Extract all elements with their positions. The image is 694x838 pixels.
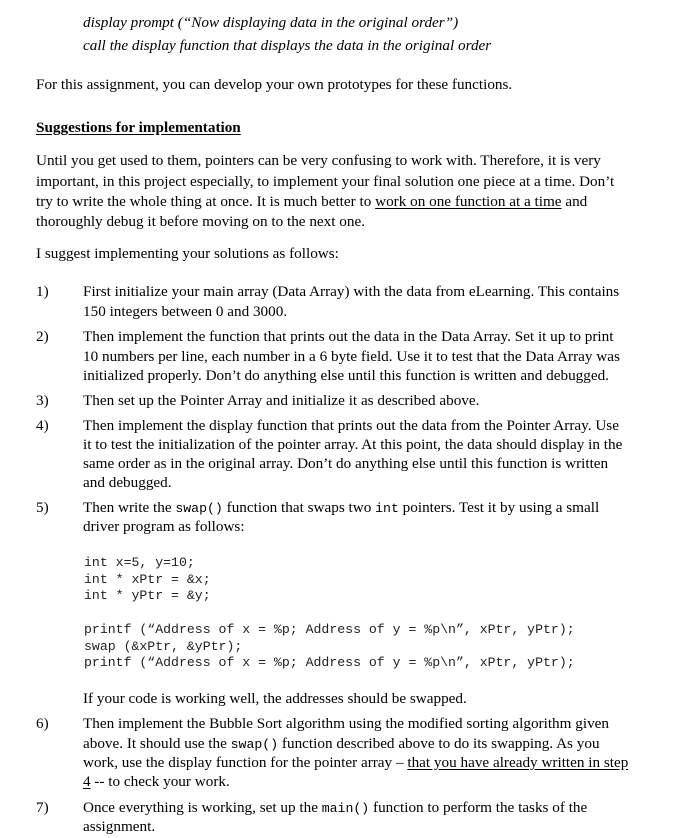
step-number: 6) [36, 715, 49, 732]
intro-line-2: call the display function that displays the data in the original order [83, 37, 492, 54]
inline-code: main() [321, 801, 370, 816]
code-line: printf (“Address of x = %p; Address of y = %p\n”, xPtr, yPtr); [84, 622, 575, 637]
step-line: Then implement the display function that prints out the data from the Pointer Array. Use [83, 417, 619, 434]
step-number: 4) [36, 417, 49, 434]
prototypes-note: For this assignment, you can develop your own prototypes for these functions. [36, 76, 513, 93]
text: try to write the whole thing at once. It is much better to [36, 193, 376, 210]
code-line: printf (“Address of x = %p; Address of y = %p\n”, xPtr, yPtr); [84, 655, 575, 670]
step-line [83, 735, 600, 753]
step-line: initialized properly. Don’t do anything else until this function is written and debugged. [83, 367, 609, 384]
step-line [83, 499, 599, 517]
step-line [83, 773, 230, 791]
paragraph-line: Until you get used to them, pointers can be very confusing to work with. Therefore, it is very [36, 152, 601, 169]
step-line: it to test the initialization of the pointer array. At this point, the data should display in the [83, 436, 623, 453]
text: function described above to do its swapping. As you [278, 735, 600, 752]
paragraph-line: important, in this project especially, to implement your final solution one piece at a time. Don’t [36, 173, 615, 190]
underlined-phrase: work on one function at a time [375, 193, 562, 210]
text: pointers. Test it by using a small [398, 499, 600, 516]
code-line: swap (&xPtr, &yPtr); [84, 639, 243, 654]
step-line: assignment. [83, 818, 156, 835]
step-line: First initialize your main array (Data Array) with the data from eLearning. This contains [83, 283, 620, 300]
step-line: 10 numbers per line, each number in a 6 byte field. Use it to test that the Data Array was [83, 348, 620, 365]
step-number: 1) [36, 283, 49, 300]
paragraph-line [36, 193, 587, 211]
text: and [561, 193, 588, 210]
inline-code: swap() [175, 501, 223, 516]
step-line: Then set up the Pointer Array and initialize it as described above. [83, 392, 480, 409]
text: above. It should use the [83, 735, 231, 752]
step-line: 150 integers between 0 and 3000. [83, 303, 288, 320]
text: Once everything is working, set up the [83, 799, 322, 816]
step-line [83, 799, 587, 817]
step-line: driver program as follows: [83, 518, 245, 535]
inline-code: swap() [230, 737, 279, 752]
text: function to perform the tasks of the [369, 799, 588, 816]
step-number: 5) [36, 499, 49, 516]
inline-code: int [375, 501, 399, 516]
underlined-phrase: 4 [83, 773, 91, 790]
code-line: int * xPtr = &x; [84, 572, 211, 587]
paragraph-line: thoroughly debug it before moving on to the next one. [36, 213, 366, 230]
underlined-phrase: that you have already written in step [407, 754, 629, 771]
intro-line-1: display prompt (“Now displaying data in the original order”) [83, 14, 459, 31]
step-line: Then implement the Bubble Sort algorithm using the modified sorting algorithm given [83, 715, 610, 732]
step-line: Then implement the function that prints out the data in the Data Array. Set it up to print [83, 328, 614, 345]
text: Then write the [83, 499, 176, 516]
step-number: 7) [36, 799, 49, 816]
step-number: 3) [36, 392, 49, 409]
text: function that swaps two [222, 499, 376, 516]
section-heading: Suggestions for implementation [36, 119, 241, 136]
step-line: and debugged. [83, 474, 172, 491]
step-line: If your code is working well, the addresses should be swapped. [83, 690, 467, 707]
step-line: same order as in the original array. Don’t do anything else until this function is written [83, 455, 609, 472]
step-number: 2) [36, 328, 49, 345]
step-line [83, 754, 628, 772]
code-line: int x=5, y=10; [84, 555, 195, 570]
text: work, use the display function for the pointer array – [83, 754, 408, 771]
suggest-line: I suggest implementing your solutions as follows: [36, 245, 339, 262]
text: -- to check your work. [90, 773, 230, 790]
code-line: int * yPtr = &y; [84, 588, 211, 603]
